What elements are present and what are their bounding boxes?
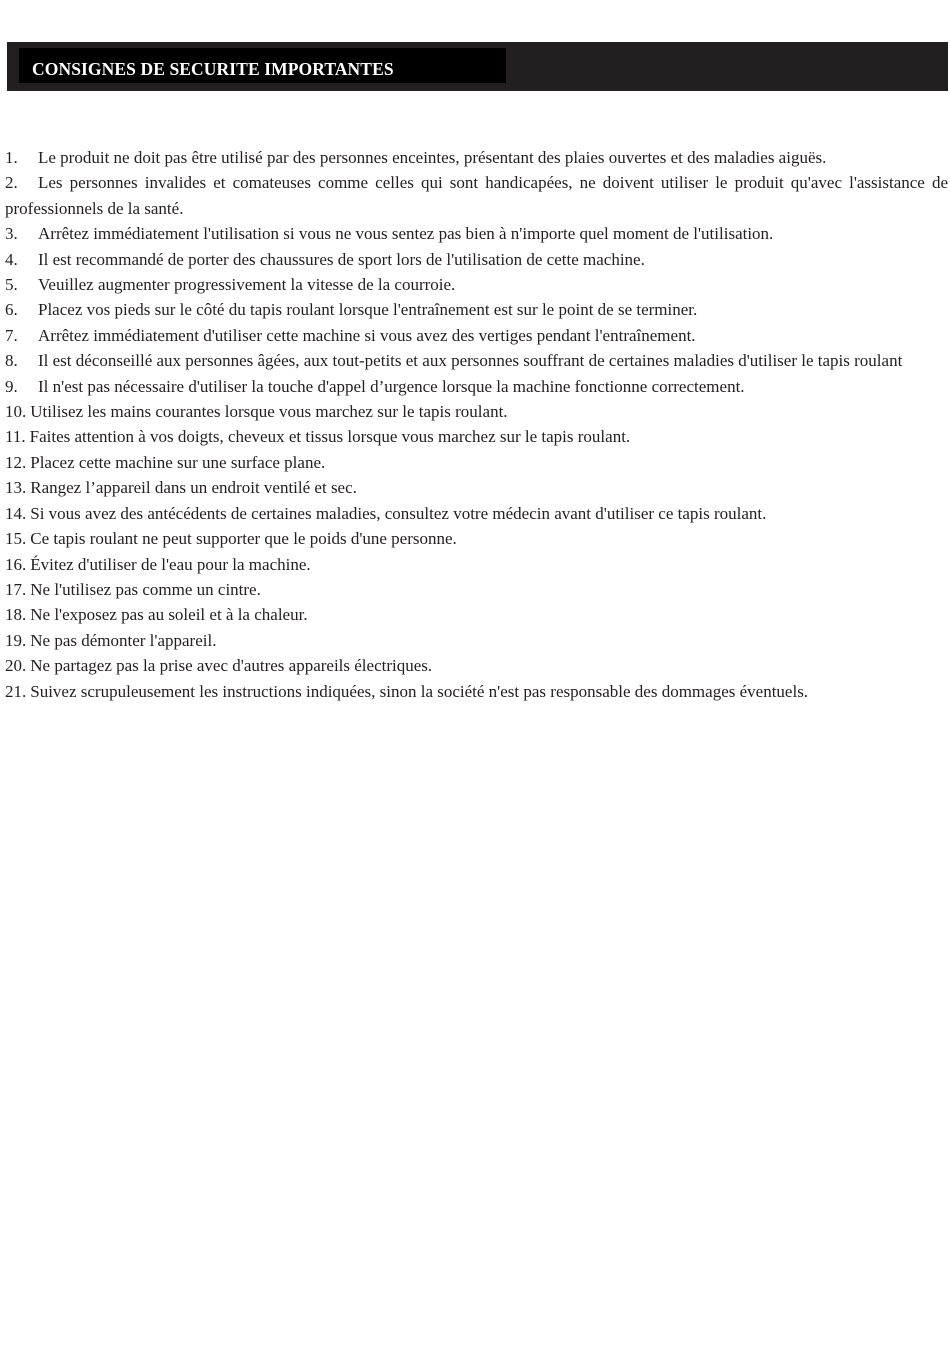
item-number: 21. [5,681,27,701]
item-text: Placez vos pieds sur le côté du tapis roulant lorsque l'entraînement est sur le point de se terminer. [38,300,698,320]
item-text: Rangez l’appareil dans un endroit ventilé et sec. [30,478,357,498]
list-item [5,170,948,221]
item-text: Ne l'utilisez pas comme un cintre. [30,579,261,599]
list-item [5,424,948,449]
item-number: 12. [5,452,27,472]
item-number: 11. [5,427,26,447]
list-item [5,679,948,704]
item-number: 20. [5,656,27,676]
list-item [5,374,948,399]
item-number: 5. [5,275,18,295]
item-number: 7. [5,325,18,345]
item-number: 19. [5,630,27,650]
item-number: 14. [5,503,27,523]
item-text: Placez cette machine sur une surface plane. [30,452,326,472]
item-text: Ne partagez pas la prise avec d'autres appareils électriques. [30,656,433,676]
item-number: 15. [5,529,27,549]
item-text: Ne l'exposez pas au soleil et à la chaleur. [30,605,308,625]
item-number: 9. [5,376,18,396]
item-text: Arrêtez immédiatement l'utilisation si vous ne vous sentez pas bien à n'importe quel moment de l'utilisation. [38,224,774,244]
safety-instructions-list [5,145,948,704]
section-title: CONSIGNES DE SECURITE IMPORTANTES [32,59,394,79]
item-text: Il est recommandé de porter des chaussures de sport lors de l'utilisation de cette machine. [38,249,645,269]
list-item [5,526,948,551]
list-item [5,577,948,602]
list-item [5,653,948,678]
list-item [5,247,948,272]
list-item [5,399,948,424]
item-number: 8. [5,351,18,371]
list-item [5,475,948,500]
item-text: Ne pas démonter l'appareil. [30,630,217,650]
list-item [5,221,948,246]
list-item [5,145,948,170]
list-item [5,628,948,653]
item-text: Il n'est pas nécessaire d'utiliser la touche d'appel d’urgence lorsque la machine fonctionne correctement. [38,376,745,396]
item-text: Utilisez les mains courantes lorsque vous marchez sur le tapis roulant. [30,402,508,422]
item-text: Évitez d'utiliser de l'eau pour la machine. [30,554,311,574]
item-number: 4. [5,249,18,269]
list-item [5,272,948,297]
item-text: Faites attention à vos doigts, cheveux et tissus lorsque vous marchez sur le tapis roulant. [29,427,631,447]
list-item [5,501,948,526]
item-number: 1. [5,148,18,167]
item-number: 2. [5,173,18,193]
list-item [5,323,948,348]
item-text: Il est déconseillé aux personnes âgées, aux tout-petits et aux personnes souffrant de certaines maladies d'utiliser le tapis roulant [38,351,903,371]
item-text: Les personnes invalides et comateuses comme celles qui sont handicapées, ne doivent utiliser le produit qu'avec l'assistance de professionnels de la santé. [5,173,948,218]
item-number: 16. [5,554,27,574]
item-text: Ce tapis roulant ne peut supporter que le poids d'une personne. [30,529,457,549]
item-number: 10. [5,402,27,422]
item-text: Si vous avez des antécédents de certaines maladies, consultez votre médecin avant d'utiliser ce tapis roulant. [30,503,767,523]
item-text: Le produit ne doit pas être utilisé par des personnes enceintes, présentant des plaies ouvertes et des maladies aiguës. [38,148,827,167]
item-number: 18. [5,605,27,625]
list-item [5,602,948,627]
list-item [5,450,948,475]
list-item [5,297,948,322]
list-item [5,348,948,373]
item-number: 3. [5,224,18,244]
item-text: Veuillez augmenter progressivement la vitesse de la courroie. [38,275,456,295]
item-text: Arrêtez immédiatement d'utiliser cette machine si vous avez des vertiges pendant l'entraînement. [38,325,696,345]
item-number: 6. [5,300,18,320]
list-item [5,552,948,577]
item-text: Suivez scrupuleusement les instructions indiquées, sinon la société n'est pas responsable des dommages éventuels. [30,681,809,701]
item-number: 13. [5,478,27,498]
item-number: 17. [5,579,27,599]
